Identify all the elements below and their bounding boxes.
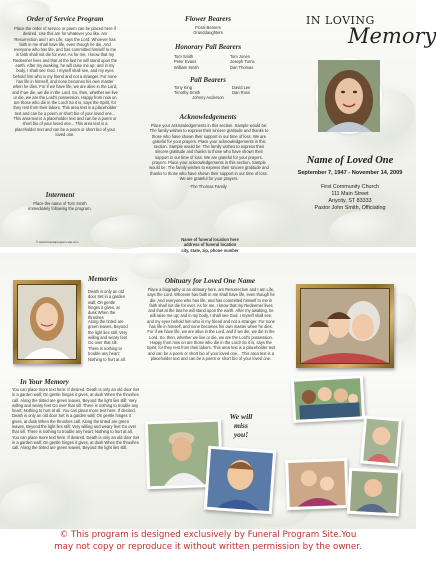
- pall-center-name: Johnny Anderson: [192, 95, 224, 100]
- flower-bearer-item: Granddaughters: [193, 30, 223, 36]
- cover-dates: September 7, 1947 - November 14, 2009: [297, 170, 403, 176]
- cover-portrait: [318, 60, 380, 132]
- flower-bearers-list: [148, 25, 268, 36]
- interment-text: Place the name of Tom Smith immediately following the program.: [28, 201, 92, 212]
- location-line: Name of funeral location here: [181, 237, 239, 242]
- program-outer-sheet: [0, 0, 436, 253]
- photo-child: [360, 415, 402, 466]
- lily-petal-decoration: [0, 483, 70, 527]
- memories-text-2: Along the tinted are green leaves, Beyond the light lies still; Very willing and weary feet Go over that sill.: [88, 319, 128, 346]
- location-line: address of funeral location: [183, 242, 237, 248]
- woman-portrait-image: [18, 285, 76, 359]
- copyright-line-1: © This program is designed exclusively by Funeral Program Site.You: [59, 530, 357, 540]
- woman-portrait-image: [318, 60, 380, 132]
- photo-young-boy: [204, 446, 276, 515]
- bearer-name: Dan Ross: [232, 90, 250, 96]
- photo-grandchild: [347, 468, 401, 517]
- obituary-text: Place a biography or an obituary here. am Resurrection and I am Life, says the Lord. Whoever has faith in me shall have life, even though he die. And everyone who has life, and has committed himself to me in faith shall not die for ever. As for me, I know that my Redeemer lives and that at the last he will stand upon the earth. After my awaking, he will raise me up; and in my body, I shall see God. I myself shall see, and my eyes behold him who is my friend and not a stranger. For none has life in himself, and none becomes his own master when he dies. For if we have life, we are alive in the Lord, and if we die, we die in the Lord. So, then, whether we live or die, we are the Lord's possession. Happy from now on are those who die in the Lord! So it is, says the Spirit, for they rest from their labors. This area text is a placeholder text and can be a poem or short bio of your loved one... This area text is a placeholder text and can be a poem or short bio of your loved one.: [146, 287, 276, 361]
- honorary-pall-bearers-title: Honorary Pall Bearers: [174, 43, 242, 51]
- child-image: [363, 419, 399, 464]
- copyright-footer: [0, 529, 416, 563]
- church-line: Anycity, ST 83333: [328, 198, 372, 204]
- family-group-image: [294, 378, 362, 419]
- gold-frame-family-photo: [296, 284, 394, 368]
- miss-line: miss you!: [233, 421, 249, 439]
- miss-line: We will: [229, 412, 253, 421]
- we-will-miss-you: [226, 412, 256, 439]
- church-line: Pastor John Smith, Officiating: [314, 205, 386, 211]
- memories-text-1: Death is only an old door Set in a garden wall; On gentle hinges it gives, at dusk When the thrushes: [88, 289, 126, 321]
- flower-bearer-item: Floral Bearers: [195, 25, 221, 30]
- photo-family-group: [291, 375, 365, 423]
- bearer-name: Dan Thomas: [230, 64, 254, 70]
- grandmother-children-image: [301, 289, 389, 363]
- bearer-name: David Lee: [232, 85, 251, 90]
- mother-daughter-image: [288, 461, 346, 507]
- program-inside-sheet: [0, 253, 416, 529]
- order-of-service-text: Place the order of service or poem can be placed here if desired. Use this are for whatever you like. am Resurrection and I am Life, says the Lord. Whoever has faith in me shall have life, even though he die. And everyone who has life, and has committed himself to me in faith shall not die for ever. As for me, I know that my Redeemer lives and that at the last he will stand upon the earth. After my awaking, he will raise me up; and in my body, I shall see God. I myself shall see, and my eyes behold him who is my friend and not a stranger. For none has life in himself, and none becomes his own master when he dies. For if we have life, we are alive in the Lord, and if we die, we die in the Lord. So, then, whether we live or die, we are the Lord's possession. Happy from now on are those who die in the Lord! So it is, says the Spirit, for they rest from their labors. This area text is a placeholder text and can be a poem or short bio of your loved one... This area text is a placeholder text and can be a poem or short bio of your loved one... This area text is a placeholder text and can be a poem or short bio of your loved one.: [12, 26, 118, 137]
- lily-petal-decoration: [130, 253, 190, 279]
- cover-memory-script: Memory: [348, 24, 436, 48]
- acknowledgements-sign: -The Thomas Family: [189, 184, 227, 189]
- bearer-name: Tom Smith: [174, 54, 194, 59]
- acknowledgements-title: Acknowledgements: [179, 113, 237, 121]
- bearer-name: William Smith: [174, 64, 199, 70]
- memories-title: Memories: [88, 275, 118, 283]
- cover-in-loving: IN LOVING: [306, 14, 375, 27]
- bearer-name: Tony King: [174, 85, 192, 90]
- acknowledgements-text: Place your acknowledgements in this section. Sample would be: The family wishes to express their sincere gratitude and thanks to those who have shown their support in our time of loss. We are grateful for your prayers. Place your acknowledgements in this section. Sample would be: The family wishes to express their sincere gratitude and thanks to those who have shown their support in our time of loss. We are grateful for your prayers. prayers. Place your acknowledgements in this section. Sample would be: The family wishes to express their sincere gratitude and thanks to those who have shown their support in our time of loss. We are grateful for your prayers.: [149, 123, 269, 181]
- order-of-service-title: Order of Service Program: [26, 15, 104, 23]
- church-line: First Community Church: [320, 184, 380, 190]
- bearer-name: Tom Jones: [230, 54, 250, 59]
- honorary-left-list: [174, 54, 214, 70]
- in-your-memory-text: You can place more text here. If desired. Death is only an old door Set in a garden wall; On gentle hinges it gives, at dusk When the thrushes call. Along the tinted are green leaves, Beyond the light lies still; Very willing and weary feet Go over that sill. There is nothing to trouble any heart; Nothing to hurt at all. You can place more text here. If desired. Death is only an old door Set in a garden wall; On gentle hinges it gives, at dusk When the thrushes call. Along the tinted are green leaves, Beyond the light lies still; Very willing and weary feet Go over that sill. There is nothing to trouble any heart; Nothing to hurt at all. You can place more text here. If desired. Death is only an old door Set in a garden wall; On gentle hinges it gives, at dusk When the thrushes call. Along the tinted are green leaves, Beyond the light lies still.: [12, 387, 140, 451]
- flower-bearers-title: Flower Bearers: [184, 15, 232, 23]
- bearer-name: Joseph Turns: [230, 59, 255, 65]
- memories-text-3: There is nothing to trouble any heart; Nothing to hurt at all.: [88, 346, 126, 362]
- lily-petal-decoration: [330, 210, 400, 246]
- obituary-title: Obituary for Loved One Name: [164, 277, 256, 285]
- bearer-name: Timothy Smith: [174, 90, 201, 96]
- cover-loved-one-name: Name of Loved One: [306, 155, 394, 166]
- in-your-memory-title: In Your Memory: [20, 378, 69, 386]
- pall-left-list: [174, 85, 214, 96]
- grandchild-image: [350, 471, 398, 513]
- photo-mother-daughter: [285, 458, 349, 510]
- bearer-name: Peter Evans: [174, 59, 197, 65]
- interment-title: Interment: [45, 191, 75, 199]
- copyright-line-2: may not copy or reproduce it without written permission by the owner.: [54, 542, 362, 552]
- funeral-location: [150, 237, 270, 253]
- church-line: 111 Main Street: [331, 191, 369, 197]
- honorary-right-list: [230, 54, 270, 70]
- young-boy-image: [207, 449, 273, 511]
- small-copyright: © www.funeralprogram-site.com: [36, 240, 79, 244]
- location-line: city, state, zip, phone number: [181, 247, 239, 253]
- cover-church-info: [300, 184, 400, 212]
- gold-frame-portrait: [13, 280, 81, 364]
- pall-right-list: [232, 85, 272, 96]
- pall-bearers-title: Pall Bearers: [190, 76, 226, 84]
